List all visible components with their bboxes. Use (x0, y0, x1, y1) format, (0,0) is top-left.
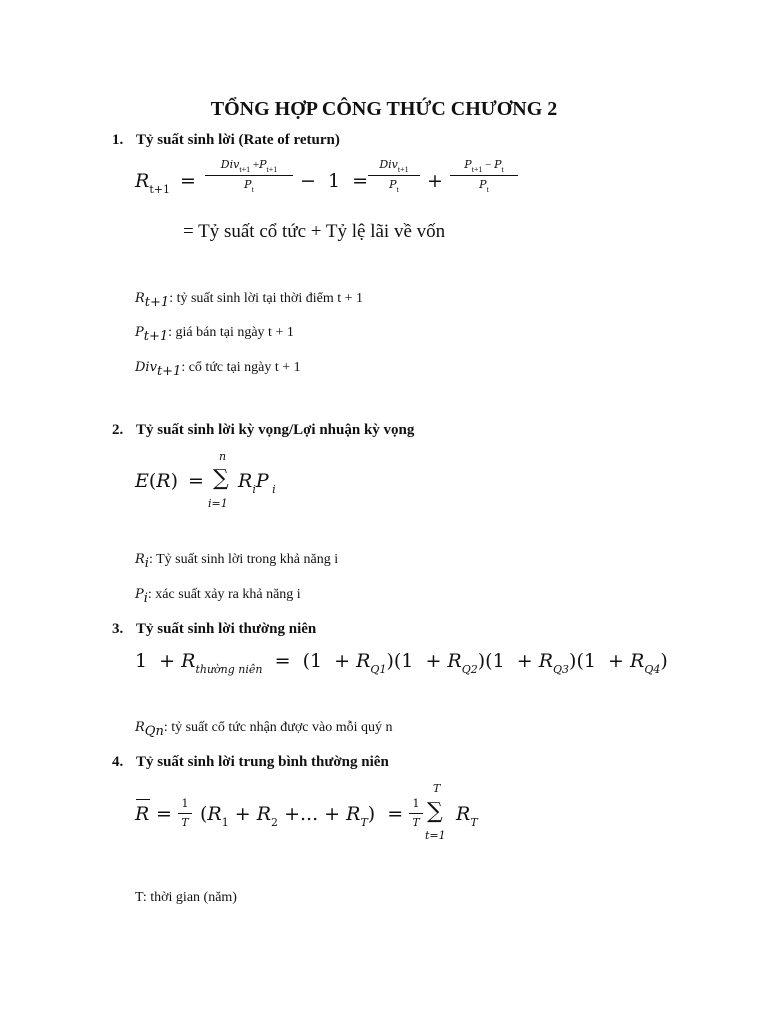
section-number: 4. (112, 754, 124, 770)
definition-item: Rt+1: tỷ suất sinh lời tại thời điểm t + 1 (135, 291, 363, 310)
section-1-heading (112, 132, 340, 149)
section-number: 2. (112, 422, 124, 438)
definition-item: Pi: xác suất xảy ra khả năng i (135, 587, 301, 606)
page-title: TỔNG HỢP CÔNG THỨC CHƯƠNG 2 (210, 98, 558, 120)
definition-item: Divt+1: cổ tức tại ngày t + 1 (135, 360, 301, 379)
section-number: 1. (112, 132, 124, 148)
section-2-heading (112, 422, 414, 439)
section-title: Tỷ suất sinh lời (Rate of return) (136, 132, 340, 148)
section-title: Tỷ suất sinh lời kỳ vọng/Lợi nhuận kỳ vọng (136, 422, 415, 438)
formula-annual-return: $1 + R_{thường niên} = (1 + R_{Q1})(1 + R_{Q2})(1 + R_{Q3})(1 + R_{Q4})$ (135, 650, 668, 676)
formula-interpretation: = Tỷ suất cổ tức + Tỷ lệ lãi về vốn (183, 221, 446, 242)
section-4-heading (112, 754, 389, 771)
section-title: Tỷ suất sinh lời thường niên (136, 621, 317, 637)
definition-item: Pt+1: giá bán tại ngày t + 1 (135, 325, 294, 344)
definition-item: RQn: tỷ suất cổ tức nhận được vào mỗi quý n (135, 720, 393, 739)
section-3-heading (112, 621, 316, 638)
section-title: Tỷ suất sinh lời trung bình thường niên (136, 754, 389, 770)
definition-item: Ri: Tỷ suất sinh lời trong khả năng i (135, 552, 339, 571)
definition-item: T: thời gian (năm) (135, 890, 237, 905)
section-number: 3. (112, 621, 124, 637)
